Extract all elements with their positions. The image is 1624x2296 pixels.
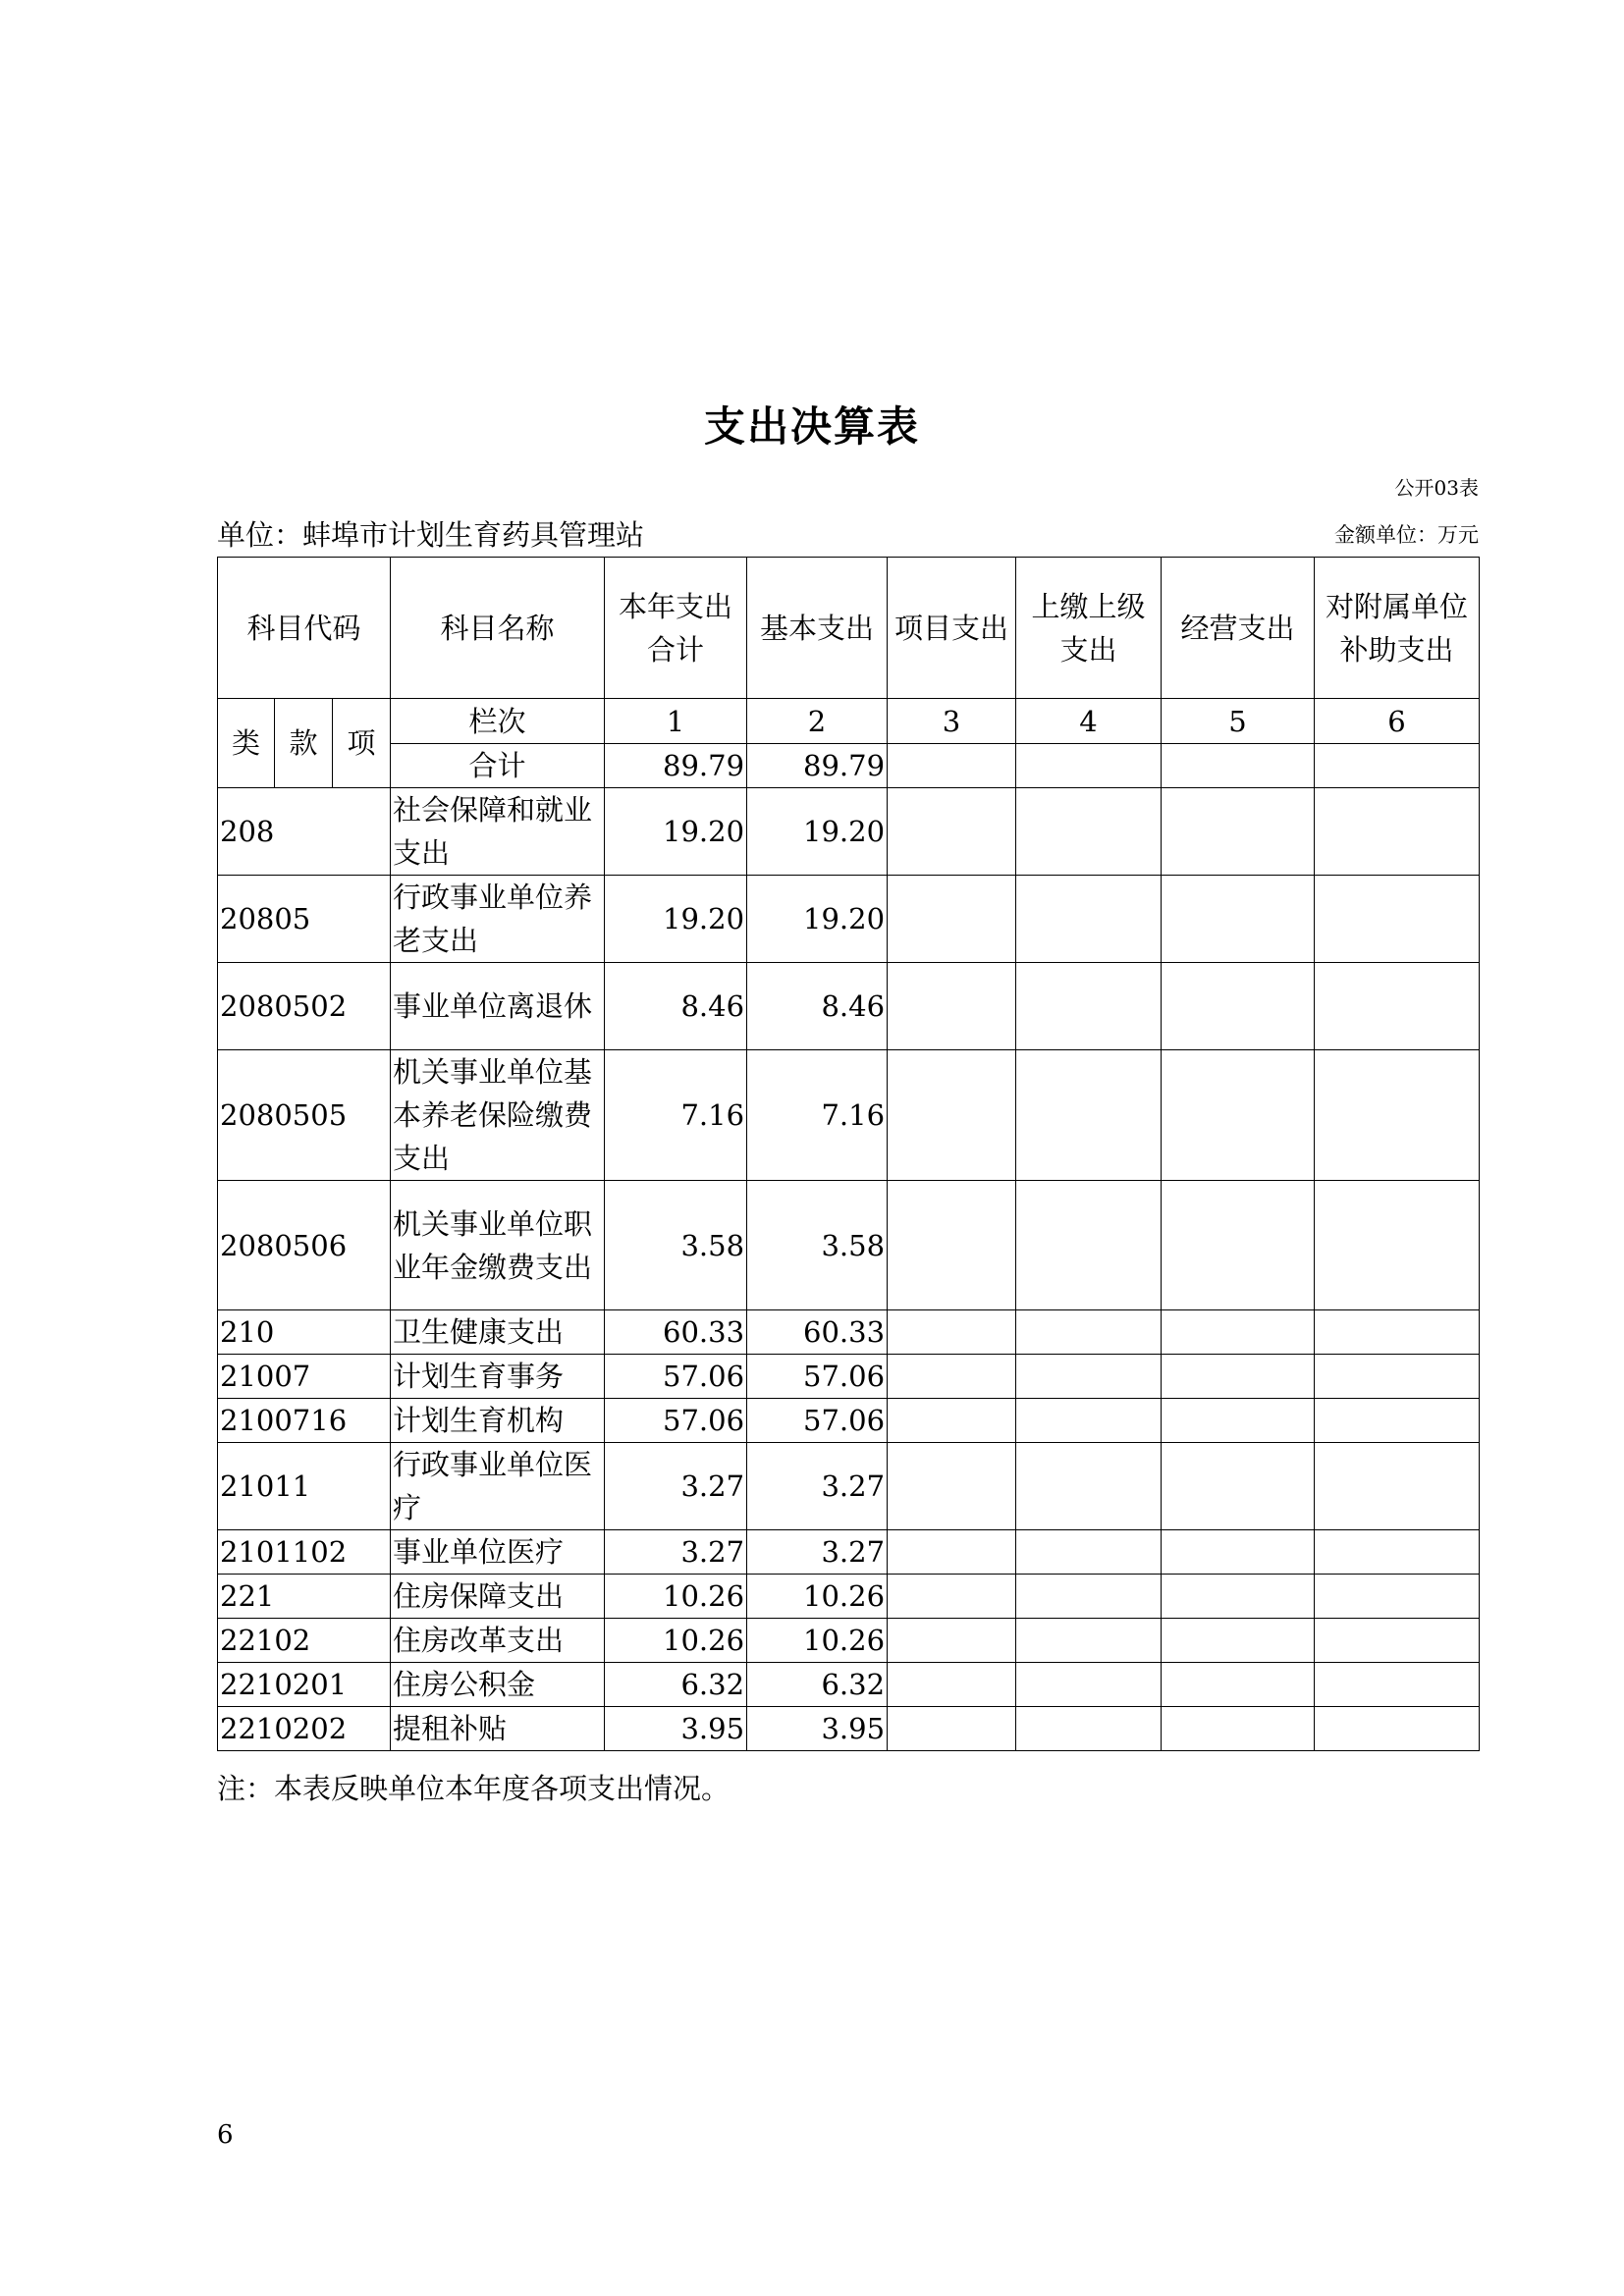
empty-cell: [1162, 1443, 1315, 1530]
header-business: 经营支出: [1162, 558, 1315, 699]
row-total: 3.27: [605, 1443, 747, 1530]
empty-cell: [1162, 876, 1315, 963]
header-lei: 类: [218, 699, 275, 788]
row-total: 6.32: [605, 1663, 747, 1707]
table-row: [218, 1707, 1480, 1751]
row-name: 社会保障和就业支出: [391, 788, 605, 876]
empty-cell: [1016, 1443, 1162, 1530]
col-num: 6: [1315, 699, 1480, 744]
empty-cell: [1315, 1663, 1480, 1707]
empty-cell: [1315, 876, 1480, 963]
table-row: [218, 1050, 1480, 1181]
row-basic: 57.06: [747, 1355, 888, 1399]
row-name: 住房公积金: [391, 1663, 605, 1707]
empty-cell: [1016, 1050, 1162, 1181]
empty-cell: [1016, 788, 1162, 876]
row-name: 住房保障支出: [391, 1575, 605, 1619]
row-code: 210: [218, 1310, 391, 1355]
table-number: 公开03表: [1394, 476, 1479, 500]
empty-cell: [1162, 963, 1315, 1050]
row-total: 3.95: [605, 1707, 747, 1751]
table-row: [218, 1399, 1480, 1443]
empty-cell: [1016, 1707, 1162, 1751]
header-xiang: 项: [333, 699, 391, 788]
row-code: 2101102: [218, 1530, 391, 1575]
empty-cell: [888, 1399, 1016, 1443]
empty-cell: [888, 1575, 1016, 1619]
row-name: 机关事业单位基本养老保险缴费支出: [391, 1050, 605, 1181]
row-name: 卫生健康支出: [391, 1310, 605, 1355]
header-code: 科目代码: [218, 558, 391, 699]
row-basic: 3.58: [747, 1181, 888, 1310]
row-total: 57.06: [605, 1355, 747, 1399]
empty-cell: [1315, 1530, 1480, 1575]
empty-cell: [888, 744, 1016, 788]
row-code: 21011: [218, 1443, 391, 1530]
row-total: 19.20: [605, 788, 747, 876]
header-project: 项目支出: [888, 558, 1016, 699]
empty-cell: [888, 1663, 1016, 1707]
empty-cell: [1315, 1619, 1480, 1663]
table-row: [218, 963, 1480, 1050]
row-total: 8.46: [605, 963, 747, 1050]
empty-cell: [1162, 1619, 1315, 1663]
empty-cell: [1016, 876, 1162, 963]
empty-cell: [1162, 788, 1315, 876]
sum-basic: 89.79: [747, 744, 888, 788]
header-name: 科目名称: [391, 558, 605, 699]
row-name: 事业单位离退休: [391, 963, 605, 1050]
empty-cell: [1162, 1575, 1315, 1619]
row-name: 行政事业单位医疗: [391, 1443, 605, 1530]
row-total: 7.16: [605, 1050, 747, 1181]
empty-cell: [1162, 1530, 1315, 1575]
empty-cell: [1016, 744, 1162, 788]
sum-row: [218, 744, 1480, 788]
empty-cell: [1016, 1663, 1162, 1707]
row-name: 计划生育机构: [391, 1399, 605, 1443]
row-code: 221: [218, 1575, 391, 1619]
empty-cell: [1016, 1310, 1162, 1355]
row-total: 10.26: [605, 1619, 747, 1663]
empty-cell: [1016, 1530, 1162, 1575]
row-total: 57.06: [605, 1399, 747, 1443]
table-row: [218, 1355, 1480, 1399]
empty-cell: [888, 1707, 1016, 1751]
row-code: 2080502: [218, 963, 391, 1050]
empty-cell: [888, 1443, 1016, 1530]
header-total: 本年支出合计: [605, 558, 747, 699]
empty-cell: [1162, 1663, 1315, 1707]
table-note: 注：本表反映单位本年度各项支出情况。: [217, 1772, 731, 1805]
empty-cell: [1016, 963, 1162, 1050]
row-name: 机关事业单位职业年金缴费支出: [391, 1181, 605, 1310]
table-row: [218, 876, 1480, 963]
header-upper: 上缴上级支出: [1016, 558, 1162, 699]
row-code: 2080506: [218, 1181, 391, 1310]
row-basic: 3.27: [747, 1530, 888, 1575]
header-column-row: 栏次: [391, 699, 605, 744]
row-basic: 7.16: [747, 1050, 888, 1181]
row-basic: 60.33: [747, 1310, 888, 1355]
empty-cell: [888, 963, 1016, 1050]
row-basic: 8.46: [747, 963, 888, 1050]
row-basic: 57.06: [747, 1399, 888, 1443]
row-basic: 19.20: [747, 876, 888, 963]
reporting-unit: 单位：蚌埠市计划生育药具管理站: [217, 518, 645, 552]
row-code: 22102: [218, 1619, 391, 1663]
row-basic: 10.26: [747, 1575, 888, 1619]
row-basic: 19.20: [747, 788, 888, 876]
sum-label: 合计: [391, 744, 605, 788]
row-code: 208: [218, 788, 391, 876]
empty-cell: [1162, 1310, 1315, 1355]
empty-cell: [1315, 1707, 1480, 1751]
empty-cell: [1162, 1355, 1315, 1399]
header-subsidy: 对附属单位补助支出: [1315, 558, 1480, 699]
empty-cell: [888, 876, 1016, 963]
row-total: 10.26: [605, 1575, 747, 1619]
empty-cell: [1016, 1619, 1162, 1663]
row-total: 60.33: [605, 1310, 747, 1355]
table-row: [218, 1530, 1480, 1575]
row-name: 计划生育事务: [391, 1355, 605, 1399]
col-num: 4: [1016, 699, 1162, 744]
table-row: [218, 1181, 1480, 1310]
empty-cell: [1315, 744, 1480, 788]
row-code: 2210201: [218, 1663, 391, 1707]
table-row: [218, 1575, 1480, 1619]
empty-cell: [1162, 1399, 1315, 1443]
empty-cell: [1315, 1443, 1480, 1530]
row-code: 20805: [218, 876, 391, 963]
header-row: [218, 558, 1480, 699]
row-code: 2080505: [218, 1050, 391, 1181]
header-kuan: 款: [275, 699, 333, 788]
empty-cell: [888, 788, 1016, 876]
empty-cell: [1162, 744, 1315, 788]
empty-cell: [1016, 1575, 1162, 1619]
empty-cell: [1016, 1355, 1162, 1399]
table-row: [218, 1443, 1480, 1530]
row-code: 2100716: [218, 1399, 391, 1443]
row-name: 提租补贴: [391, 1707, 605, 1751]
sum-total: 89.79: [605, 744, 747, 788]
empty-cell: [1162, 1050, 1315, 1181]
row-basic: 10.26: [747, 1619, 888, 1663]
row-name: 事业单位医疗: [391, 1530, 605, 1575]
empty-cell: [1315, 1355, 1480, 1399]
empty-cell: [1315, 788, 1480, 876]
column-number-row: [218, 699, 1480, 744]
expenditure-table: [217, 557, 1480, 1751]
empty-cell: [888, 1355, 1016, 1399]
empty-cell: [888, 1310, 1016, 1355]
row-total: 19.20: [605, 876, 747, 963]
row-total: 3.58: [605, 1181, 747, 1310]
table-row: [218, 1663, 1480, 1707]
col-num: 1: [605, 699, 747, 744]
page-number: 6: [217, 2120, 234, 2150]
table-row: [218, 1619, 1480, 1663]
empty-cell: [1315, 1050, 1480, 1181]
empty-cell: [1315, 1310, 1480, 1355]
empty-cell: [1016, 1181, 1162, 1310]
empty-cell: [888, 1050, 1016, 1181]
row-basic: 3.27: [747, 1443, 888, 1530]
empty-cell: [888, 1530, 1016, 1575]
empty-cell: [1162, 1707, 1315, 1751]
row-code: 2210202: [218, 1707, 391, 1751]
row-total: 3.27: [605, 1530, 747, 1575]
row-name: 住房改革支出: [391, 1619, 605, 1663]
page-title: 支出决算表: [703, 402, 920, 451]
col-num: 3: [888, 699, 1016, 744]
row-basic: 6.32: [747, 1663, 888, 1707]
table-row: [218, 788, 1480, 876]
empty-cell: [1315, 1399, 1480, 1443]
empty-cell: [1315, 1575, 1480, 1619]
empty-cell: [888, 1619, 1016, 1663]
col-num: 2: [747, 699, 888, 744]
empty-cell: [888, 1181, 1016, 1310]
empty-cell: [1016, 1399, 1162, 1443]
empty-cell: [1162, 1181, 1315, 1310]
header-basic: 基本支出: [747, 558, 888, 699]
row-code: 21007: [218, 1355, 391, 1399]
row-name: 行政事业单位养老支出: [391, 876, 605, 963]
row-basic: 3.95: [747, 1707, 888, 1751]
amount-unit: 金额单位：万元: [1334, 523, 1479, 547]
empty-cell: [1315, 1181, 1480, 1310]
table-row: [218, 1310, 1480, 1355]
empty-cell: [1315, 963, 1480, 1050]
col-num: 5: [1162, 699, 1315, 744]
